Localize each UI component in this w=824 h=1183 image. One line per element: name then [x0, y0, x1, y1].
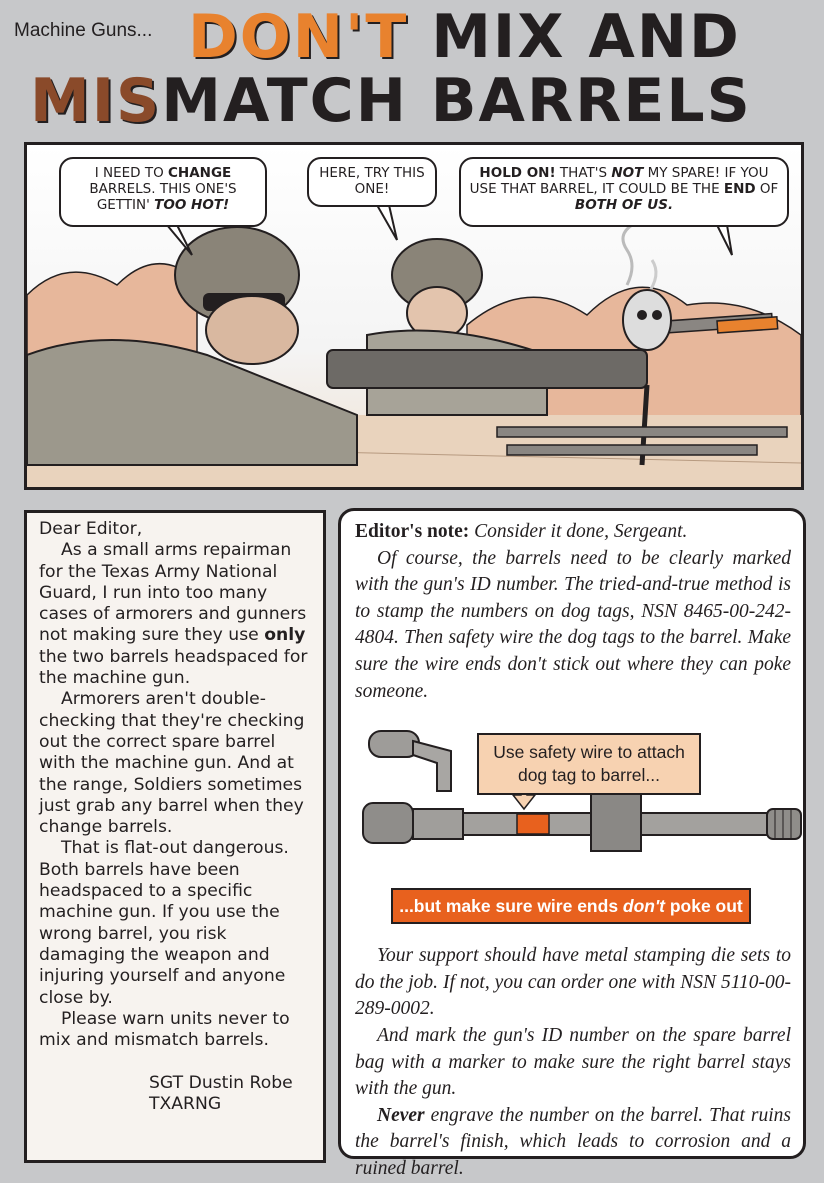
editor-note-paragraph-4 [355, 1103, 791, 1183]
spare-barrel-1 [497, 427, 787, 437]
editor-note-paragraph-3: And mark the gun's ID number on the spare barrel bag with a marker to make sure the right barrel stays with the gun. [355, 1024, 791, 1100]
section-kicker: Machine Guns... [14, 20, 153, 41]
safety-wire-band [517, 814, 549, 834]
bubble3-text-d: MY SPARE! IF YOU USE THAT BARREL, IT COULD BE THE [469, 165, 769, 197]
letter-greeting: Dear Editor, [39, 519, 143, 539]
title-word-mix-and: MIX AND [431, 2, 741, 72]
bubble3-text-e: END [723, 181, 756, 197]
editor-note-p4-rest: engrave the number on the barrel. That ruins the barrel's finish, which leads to corrosion and a ruined barrel. [355, 1104, 791, 1179]
letter-paragraph-4: Please warn units never to mix and mismatch barrels. [39, 1008, 290, 1051]
bubble3-text-g: BOTH OF US. [574, 197, 674, 213]
page-title-line-1 [188, 2, 741, 72]
editor-note-lead [355, 519, 791, 546]
bubble2-text: HERE, TRY THIS ONE! [319, 165, 425, 197]
reader-letter [24, 510, 326, 1163]
callout-attach-dog-tag: Use safety wire to attach dog tag to barrel... [477, 733, 701, 795]
callout-bottom-a: ...but make sure wire ends [399, 896, 623, 917]
letter-paragraph-3: That is flat-out dangerous. Both barrels have been headspaced to a specific machine gun. If you use the wrong barrel, you risk damaging the weapon and injuring yourself and anyone close by. [39, 838, 289, 1008]
callout-bottom-emphasis: don't [622, 896, 665, 917]
bubble3-text-f: OF [755, 181, 779, 197]
bubble3-text-c: NOT [611, 165, 644, 181]
editor-note-label: Editor's note: [355, 521, 470, 542]
bubble1-text-b: CHANGE [168, 165, 232, 181]
bubble3-text-a: HOLD ON! [479, 165, 556, 181]
comic-panel [24, 142, 804, 490]
bubble1-text-c: BARRELS. THIS ONE'S GETTIN' [89, 181, 237, 213]
barrel-figure [341, 711, 791, 939]
barrel-smoke [623, 225, 632, 285]
gun-cartoon-eyes [623, 290, 671, 350]
bubble1-text-d: TOO HOT! [154, 197, 230, 213]
spare-barrel-2 [507, 445, 757, 455]
editor-note-paragraph-2: Your support should have metal stamping die sets to do the job. If not, you can order one with NSN 5110-00-289-0002. [355, 945, 791, 1020]
speech-bubble-3 [459, 157, 789, 227]
callout-bottom-c: poke out [664, 896, 743, 917]
bubble1-text-a: I NEED TO [94, 165, 168, 181]
soldier-1-face [206, 296, 298, 364]
callout-wire-ends-warning [391, 888, 751, 924]
letter-p1-emphasis: only [264, 625, 306, 646]
editor-note-paragraph-1: Of course, the barrels need to be clearly marked with the gun's ID number. The tried-and-true method is to stamp the numbers on dog tags, NSN 8465-00-242-4804. Then safety wire the dog tags to the barrel. Make sure the wire ends don't stick out where they can poke someone. [355, 547, 791, 702]
signature-unit: TXARNG [149, 1094, 222, 1115]
editor-note [338, 508, 806, 1179]
letter-paragraph-2: Armorers aren't double-checking that they're checking out the correct spare barrel with the machine gun. And at the range, Soldiers sometimes just grab any barrel when they change barrels. [39, 689, 305, 838]
editor-note-lead-rest: Consider it done, Sergeant. [469, 521, 688, 542]
bubble3-text-b: THAT'S [555, 165, 612, 181]
machine-gun [327, 350, 647, 388]
letter-p1-c: the two barrels headspaced for the machine gun. [39, 646, 308, 689]
letter-signature [39, 1073, 313, 1115]
signature-name: SGT Dustin Robe [149, 1073, 293, 1094]
speech-bubble-2 [307, 157, 437, 207]
letter-paragraph-1 [39, 540, 313, 689]
title-word-mis: MIS [30, 66, 162, 136]
page-title-line-2 [30, 66, 752, 136]
letter-p1-a: As a small arms repairman for the Texas Army National Guard, I run into too many cases of armorers and gunners not making sure they use [39, 540, 307, 646]
soldier-1-body [27, 340, 357, 465]
speech-bubble-1 [59, 157, 267, 227]
title-word-dont: DON'T [188, 2, 409, 72]
editor-note-never: Never [377, 1104, 425, 1126]
title-word-match-barrels: MATCH BARRELS [161, 66, 752, 136]
